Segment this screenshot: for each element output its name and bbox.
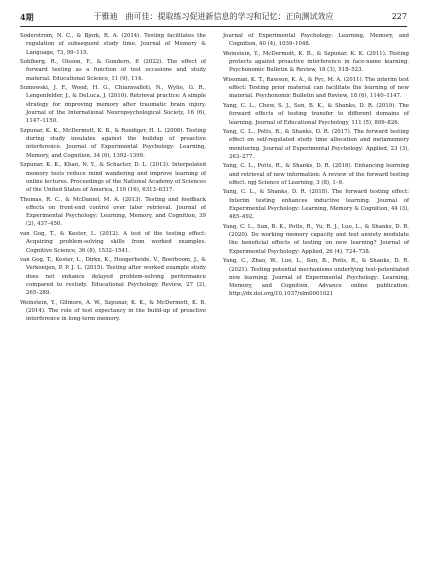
reference-entry-continued: Journal of Experimental Psychology: Learning, Memory, and Cognition, 40 (4), 1039–1048.: [223, 33, 409, 48]
reference-entry: Yang, C. L., & Shanks, D. R. (2018). The forward testing effect: Interim testing enhances inductive learning. Journal of Experimental Psychology: Learning, Memory & Cognition, 44 (3), 485–492.: [223, 189, 409, 221]
reference-entry: Szpunar, K. K., McDermott, K. B., & Roediger, H. L. (2008). Testing during study insulates against the buildup of proactive interference. Journal of Experimental Psychology: Learning, Memory, and Cognition, 34 (6), 1392–1399.: [20, 127, 206, 159]
reference-entry: Yang, C. L., Potts, R., & Shanks, D. R. (2018). Enhancing learning and retrieval of new information: A review of the forward testing effect. npj Science of Learning, 3 (8), 1–9.: [223, 163, 409, 186]
reference-entry: Weinstein, Y., McDermott, K. B., & Szpunar, K. K. (2011). Testing protects against proactive interference in face-name learning. Psychonomic Bulletin & Review, 18 (3), 518–523.: [223, 50, 409, 74]
reference-entry: Yang, C. L., Sun, B. K., Potts, R., Yu, R. J., Luo, L., & Shanks, D. R. (2020). Do working memory capacity and test anxiety modulate the beneficial effects of testing on new learning? Journal of Experimental Psychology: Applied, 26 (4), 724–738.: [223, 223, 409, 255]
reference-entry: Yang, C., Zhao, W., Luo, L., Sun, B., Potts, R., & Shanks, D. R. (2021). Testing potential mechanisms underlying test-potentiated new learning. Journal of Experimental Psychology: Learning, Memory, and Cognition. Advance online publication. http://dx.doi.org/10.1037/xlm0001021: [223, 258, 409, 298]
running-header: [20, 8, 407, 27]
reference-entry: Szpunar, K. K., Khan, N. Y., & Schacter, D. L. (2013). Interpolated memory tests reduce mind wandering and improve learning of online lectures. Proceedings of the National Academy of Sciences of the United States of America, 110 (16), 6313–6317.: [20, 162, 206, 194]
references-left-column: [20, 32, 206, 325]
reference-entry: Yang, C. L., Potts, R., & Shanks, D. R. (2017). The forward testing effect on self-regulated study time allocation and metamemory monitoring. Journal of Experimental Psychology: Applied, 23 (3), 263–277.: [223, 129, 409, 160]
references-right-column: [223, 32, 409, 300]
reference-entry: Sohlberg, R., Olsson, F., & Gundern, P. (2022). The effect of forward testing as a function of test occasions and study material. Educational Science, 11 (9), 114.: [20, 59, 206, 82]
reference-entry: Weinstein, Y., Gilmore, A. W., Szpunar, K. K., & McDermott, K. B. (2014). The role of test expectancy in the build-up of proactive interference in long-term memory.: [20, 299, 206, 323]
reference-entry: Sumowski, J. F., Wood, H. G., Chiaravalloti, N., Wylie, G. R., Lengenfelder, J., & DeLuca, J. (2010). Retrieval practice: A simple strategy for improving memory after traumatic brain injury. Journal of the International Neuropsychological Society, 16 (6), 1147–1150.: [20, 85, 206, 125]
reference-entry: Yang, C. L., Chew, S. J., Sun, B. K., & Shanks, D. R. (2019). The forward effects of testing transfer to different domains of learning. Journal of Educational Psychology, 111 (5), 809–826.: [223, 102, 409, 126]
running-title: 于雅迪 曲可佳：提取练习促进新信息的学习和记忆：正向测试效应: [93, 12, 334, 21]
reference-entry: van Gog, T., Kester, L., Dirkx, K., Hoogerheide, V., Boerboom, J., & Verkoeijen, P. P. J. L. (2015). Testing after worked example study does not enhance delayed problem-solving performance compared to restudy. Educational Psychology Review, 27 (2), 265–289.: [20, 257, 206, 297]
reference-entry: van Gog, T., & Kester, L. (2012). A test of the testing effect: Acquiring problem-solving skills from worked examples. Cognitive Science, 36 (8), 1532–1541.: [20, 230, 206, 254]
issue-number: 4期: [20, 12, 34, 22]
reference-entry: Soderstrom, N. C., & Bjork, R. A. (2014). Testing facilitates the regulation of subsequent study time. Journal of Memory & Language, 73, 99–115.: [20, 33, 206, 56]
reference-entry: Wissman, K. T., Rawson, K. A., & Pyc, M. A. (2011). The interim test effect: Testing prior material can facilitate the learning of new material. Psychonomic Bulletin and Review, 18 (6), 1140–1147.: [223, 76, 409, 100]
page-number: 227: [391, 12, 407, 21]
reference-entry: Thomas, R. C., & McDaniel, M. A. (2013). Testing and feedback effects on front-end control over later retrieval. Journal of Experimental Psychology: Learning, Memory, and Cognition, 39 (2), 437–450.: [20, 196, 206, 228]
